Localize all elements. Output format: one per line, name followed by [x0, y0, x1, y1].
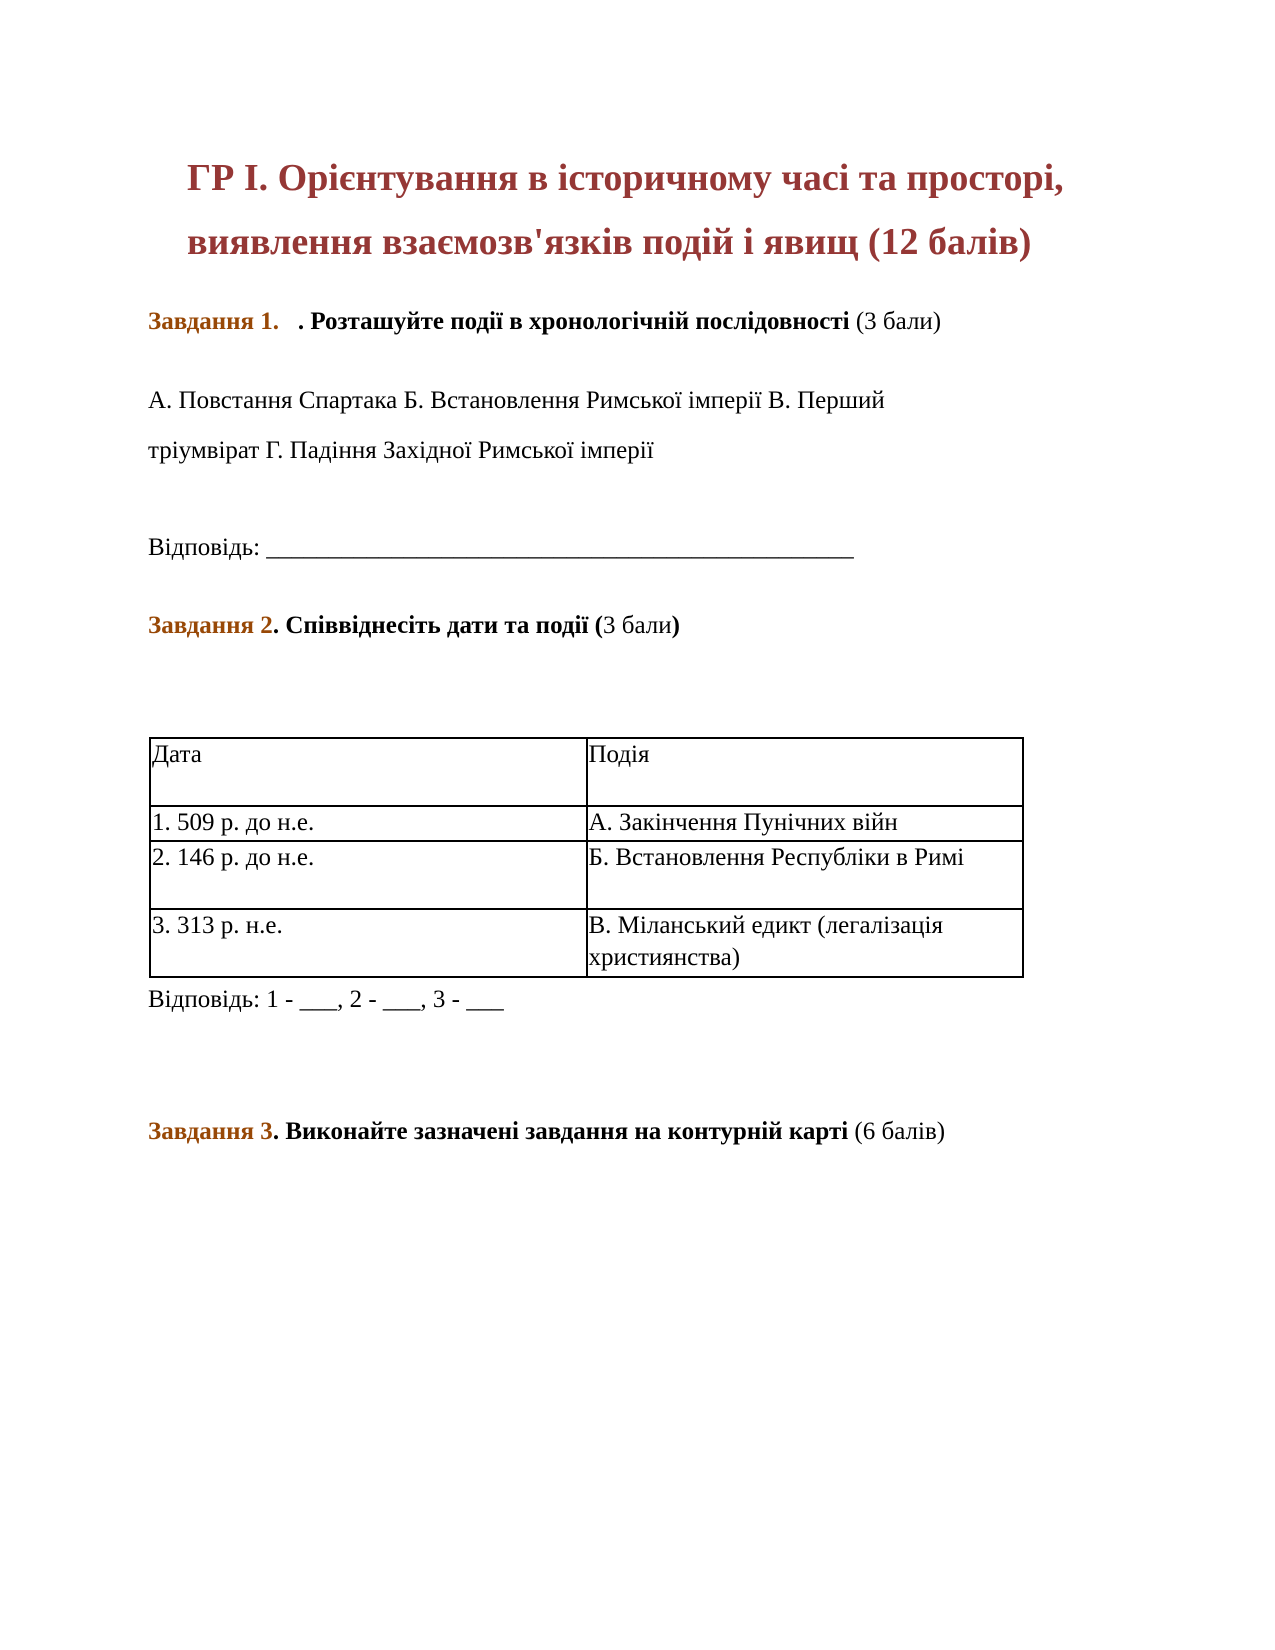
task1-label: Завдання 1.	[148, 308, 280, 335]
task3-heading	[148, 1117, 945, 1147]
task3-instruction: . Виконайте зазначені завдання на контурній карті	[272, 1118, 849, 1145]
task2-label: Завдання 2	[148, 612, 273, 639]
table-header-cell: Дата	[150, 738, 587, 806]
table-cell-date: 1. 509 р. до н.е.	[150, 806, 587, 841]
section-title	[187, 146, 1187, 274]
table-row	[150, 806, 1023, 841]
task1-instruction: . Розташуйте події в хронологічній послідовності	[297, 308, 850, 335]
table-cell-event: В. Міланський едикт (легалізація християнства)	[587, 909, 1024, 977]
task1-events	[148, 376, 1028, 476]
task2-close: )	[671, 612, 680, 639]
task1-answer: Відповідь: _______________________________________________	[148, 534, 854, 561]
table-row	[150, 841, 1023, 909]
table-row	[150, 909, 1023, 977]
task1-events-line1: А. Повстання Спартака Б. Встановлення Римської імперії В. Перший	[148, 387, 885, 414]
table-cell-date: 3. 313 р. н.е.	[150, 909, 587, 977]
task3-points: (6 балів)	[854, 1118, 946, 1145]
task2-answer: Відповідь: 1 - ___, 2 - ___, 3 - ___	[148, 986, 504, 1013]
table-cell-event: А. Закінчення Пунічних війн	[587, 806, 1024, 841]
task2-instruction: . Співвіднесіть дати та події (	[272, 612, 603, 639]
section-title-line2: виявлення взаємозв'язків подій і явищ (12 балів)	[187, 221, 1032, 263]
table-cell-date: 2. 146 р. до н.е.	[150, 841, 587, 909]
table-header-row	[150, 738, 1023, 806]
table-cell-event: Б. Встановлення Республіки в Римі	[587, 841, 1024, 909]
task3-label: Завдання 3	[148, 1118, 273, 1145]
task1-events-line2: тріумвірат Г. Падіння Західної Римської імперії	[148, 437, 654, 464]
task2-points: 3 бали	[602, 612, 672, 639]
task1-heading	[148, 307, 941, 337]
task2-heading	[148, 611, 680, 641]
matching-table	[149, 737, 1024, 978]
section-title-line1: ГР І. Орієнтування в історичному часі та просторі,	[187, 157, 1064, 199]
task1-points: (3 бали)	[855, 308, 942, 335]
table-header-cell: Подія	[587, 738, 1024, 806]
